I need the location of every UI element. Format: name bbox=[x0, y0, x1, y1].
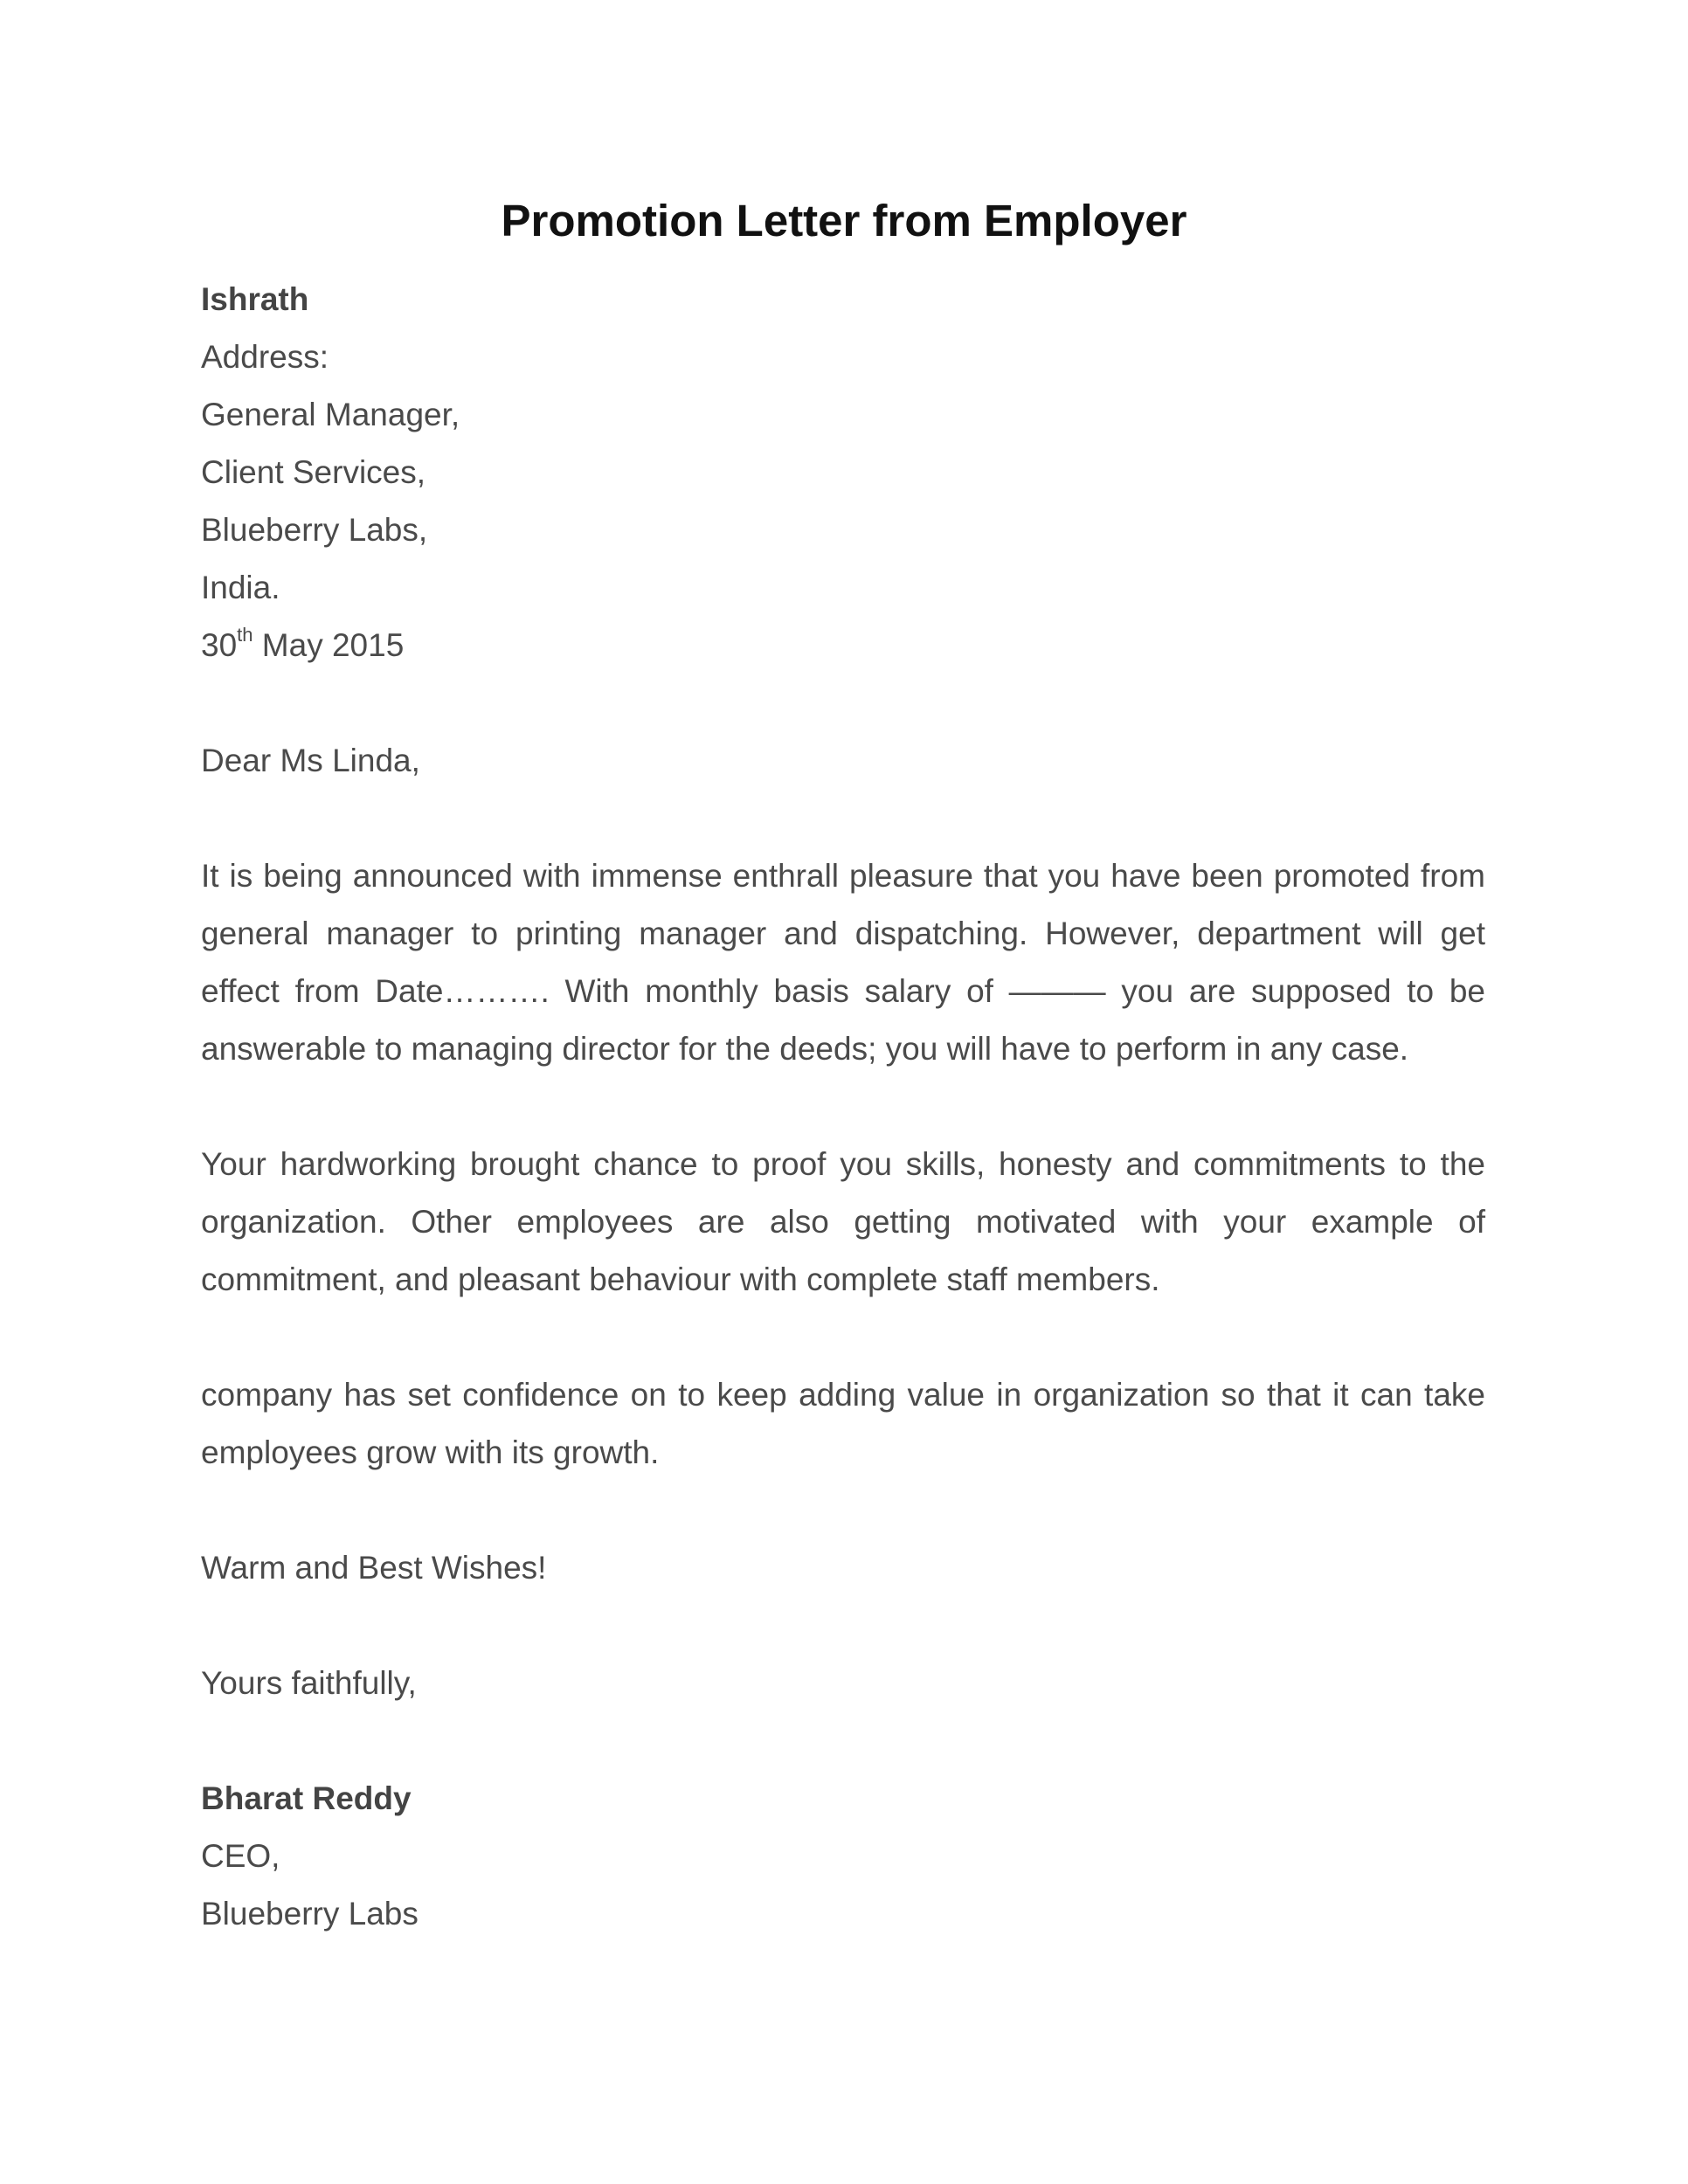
closing: Yours faithfully, bbox=[201, 1665, 417, 1701]
paragraph-appreciation: Your hardworking brought chance to proof you skills, honesty and commitments to the organization. Other employees are also getting motivated with your example of commitment, and pleasant behaviour with complete staff members. bbox=[201, 1146, 1485, 1297]
address-line: Client Services, bbox=[201, 454, 426, 490]
sender-name: Ishrath bbox=[201, 281, 309, 317]
address-line: Blueberry Labs, bbox=[201, 512, 428, 548]
address-label: Address: bbox=[201, 339, 329, 375]
wishes: Warm and Best Wishes! bbox=[201, 1550, 547, 1586]
salutation: Dear Ms Linda, bbox=[201, 743, 420, 778]
paragraph-announcement: It is being announced with immense enthrall pleasure that you have been promoted from general manager to printing manager and dispatching. However, department will get effect from Date………. With monthly basis salary of ——— you are supposed to be answerable to managing director for the deeds; you will have to perform in any case. bbox=[201, 858, 1485, 1067]
signatory-company: Blueberry Labs bbox=[201, 1896, 419, 1932]
letter-title: Promotion Letter from Employer bbox=[501, 196, 1187, 245]
date-suffix: th bbox=[237, 623, 253, 646]
signatory-title: CEO, bbox=[201, 1838, 280, 1874]
letter-date bbox=[201, 617, 1485, 674]
address-line: India. bbox=[201, 570, 280, 605]
letter-body bbox=[201, 271, 1485, 1943]
date-day: 30 bbox=[201, 627, 238, 663]
address-line: General Manager, bbox=[201, 397, 460, 432]
date-rest: May 2015 bbox=[253, 627, 405, 663]
paragraph-company-confidence: company has set confidence on to keep adding value in organization so that it can take employees grow with its growth. bbox=[201, 1377, 1485, 1470]
signatory-name: Bharat Reddy bbox=[201, 1780, 412, 1816]
